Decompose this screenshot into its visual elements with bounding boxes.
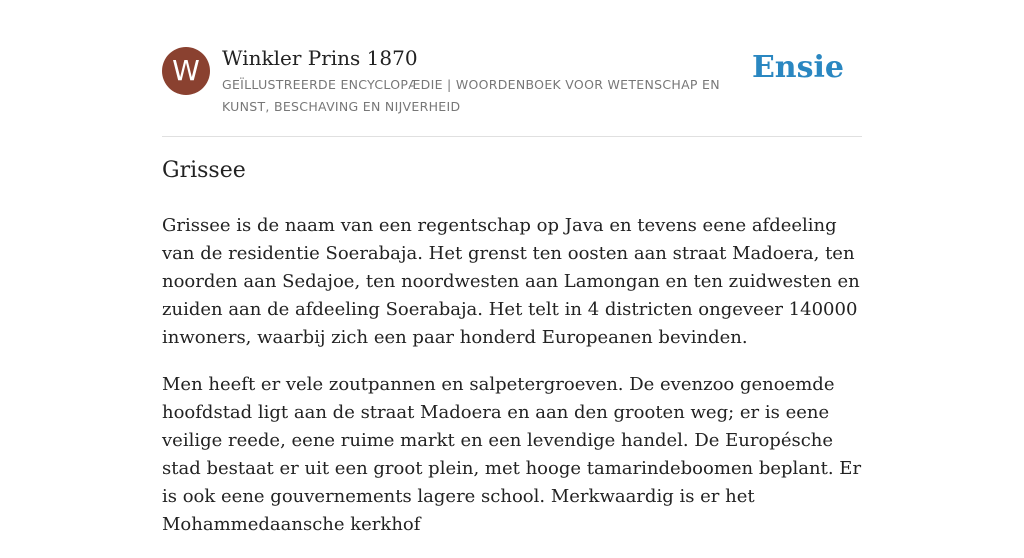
source-header: [162, 44, 862, 137]
source-subtitle: GEÏLLUSTREERDE ENCYCLOPÆDIE | WOORDENBOEK VOOR WETENSCHAP EN KUNST, BESCHAVING EN NIJVERHEID: [222, 77, 720, 114]
source-title[interactable]: Winkler Prins 1870: [222, 46, 418, 70]
ensie-logo[interactable]: Ensie: [751, 50, 844, 85]
source-avatar[interactable]: W: [162, 47, 210, 95]
article-paragraph-2: Men heeft er vele zoutpannen en salpetergroeven. De evenzoo genoemde hoofdstad ligt aan de straat Madoera en aan den grooten weg; er is eene veilige reede, eene ruime markt en een levendige handel. De Europésche stad bestaat er uit een groot plein, met hooge tamarindeboomen beplant. Er is ook eene gouvernements lagere school. Merkwaardig is er het Mohammedaansche kerkhof: [162, 374, 862, 535]
article-title: Grissee: [162, 158, 246, 183]
article-body: [162, 212, 862, 558]
article-paragraph-1: Grissee is de naam van een regentschap op Java en tevens eene afdeeling van de residentie Soerabaja. Het grenst ten oosten aan straat Madoera, ten noorden aan Sedajoe, ten noordwesten aan Lamongan en ten zuidwesten en zuiden aan de afdeeling Soerabaja. Het telt in 4 districten ongeveer 140000 inwoners, waarbij zich een paar honderd Europeanen bevinden.: [162, 215, 860, 348]
